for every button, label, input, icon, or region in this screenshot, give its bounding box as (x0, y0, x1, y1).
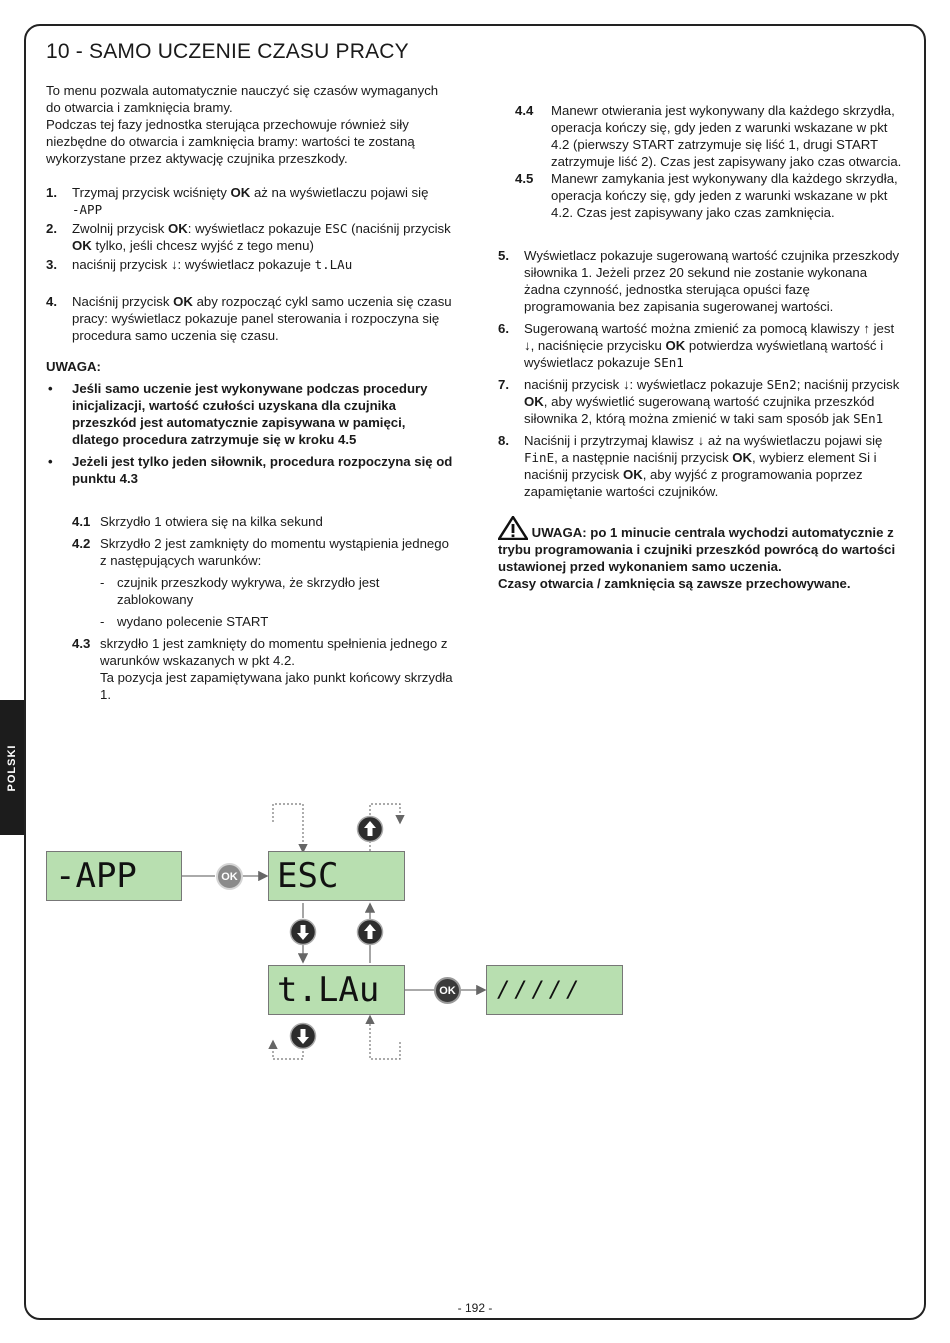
step-text: aż na wyświetlaczu pojawi się (250, 185, 429, 200)
step-3 (46, 256, 456, 273)
substep-4-2 (46, 535, 456, 569)
step-text: , aby wyjść z programowania poprzez zapamiętanie wartości czujników. (524, 467, 863, 499)
substep-number: 4.3 (72, 636, 91, 651)
step-number: 4. (46, 294, 57, 309)
lcd-app: -APP (46, 851, 182, 901)
down-button-icon[interactable] (289, 918, 317, 946)
ok-key: OK (524, 394, 544, 409)
menu-flow-diagram (40, 795, 640, 1065)
diagram-connectors (40, 795, 640, 1065)
substep-text: skrzydło 1 jest zamknięty do momentu spełnienia jednego z warunków wskazanych w pkt 4.2. (100, 636, 448, 668)
ok-key: OK (72, 238, 92, 253)
arrow-down-icon: ↓ (622, 377, 630, 392)
warning-text: UWAGA: po 1 minucie centrala wychodzi automatycznie z trybu programowania i czujniki przeszkód powrócą do wartości ustawionej przed wykonaniem samo uczenia. (498, 525, 896, 574)
ok-button-2[interactable]: OK (434, 977, 461, 1004)
step-number: 1. (46, 185, 57, 200)
substep-number: 4.2 (72, 536, 91, 551)
intro-p1: To menu pozwala automatycznie nauczyć się czasów wymaganych do otwarcia i zamknięcia bramy. (46, 83, 439, 115)
page-title: 10 - SAMO UCZENIE CZASU PRACY (46, 40, 409, 63)
step-1 (46, 184, 456, 218)
condition-text: wydano polecenie START (117, 614, 269, 629)
step-number: 8. (498, 433, 509, 448)
language-tab (0, 700, 24, 835)
substep-text: Skrzydło 1 otwiera się na kilka sekund (100, 514, 323, 529)
step-text: Wyświetlacz pokazuje sugerowaną wartość czujnika przeszkody siłownika 1. Jeżeli przez 20 sekund nie zostanie wykonana żadna czynność, jednostka sterująca opuści fazę programowania bez zapisania sugerowanej wartości. (524, 248, 900, 314)
substep-number: 4.1 (72, 514, 91, 529)
step-number: 2. (46, 221, 57, 236)
lcd-code: SEn1 (653, 355, 684, 370)
step-7 (498, 376, 903, 427)
ok-key: OK (230, 185, 251, 200)
ok-key: OK (168, 221, 188, 236)
lcd-code: SEn2 (766, 377, 797, 392)
step-number: 3. (46, 257, 57, 272)
page-number: - 192 - (457, 1301, 493, 1315)
condition-1 (46, 574, 456, 608)
step-2 (46, 220, 456, 254)
substep-number: 4.4 (515, 103, 534, 118)
down-button-icon[interactable] (289, 1022, 317, 1050)
step-text: Sugerowaną wartość można zmienić za pomocą klawiszy (524, 321, 864, 336)
step-text: , aby wyświetlić sugerowaną wartość czujnika przeszkód siłownika 2, którą można zmienić w taki sam sposób jak (524, 394, 875, 426)
uwaga-heading: UWAGA: (46, 359, 101, 374)
lcd-code: ESC (324, 221, 348, 236)
bullet-text: Jeśli samo uczenie jest wykonywane podczas procedury inicjalizacji, wartość czułości uzyskana dla czujnika przeszkód jest automatycznie zapisywana w pamięci, dlatego procedura zatrzymuje się w kroku 4.5 (72, 381, 428, 447)
lcd-code: -APP (72, 202, 103, 217)
step-text: : wyświetlacz pokazuje (629, 377, 767, 392)
lcd-code: SEn1 (853, 411, 884, 426)
up-button-icon[interactable] (356, 918, 384, 946)
substep-4-5 (498, 170, 903, 221)
step-text: (naciśnij przycisk (347, 221, 451, 236)
ok-button-1[interactable]: OK (216, 863, 243, 890)
substep-text: Manewr zamykania jest wykonywany dla każdego skrzydła, operacja kończy się, gdy jeden z warunki wskazane w pkt 4.2. Czas jest zapisywany jako czas zamknięcia. (551, 171, 898, 220)
lcd-progress: ///// (486, 965, 623, 1015)
dash-icon: - (100, 614, 105, 629)
substep-text: Ta pozycja jest zapamiętywana jako punkt końcowy skrzydła 1. (100, 670, 453, 702)
step-6 (498, 320, 903, 371)
ok-key: OK (622, 467, 643, 482)
step-text: Naciśnij i przytrzymaj klawisz (524, 433, 698, 448)
step-text: naciśnij przycisk (72, 257, 171, 272)
warning-note: Czasy otwarcia / zamknięcia są zawsze przechowywane. (498, 576, 851, 591)
step-4 (46, 293, 456, 344)
step-8 (498, 432, 903, 500)
warning-icon (498, 516, 528, 540)
substep-4-4 (498, 102, 903, 170)
lcd-esc: ESC (268, 851, 405, 901)
step-text: , a następnie naciśnij przycisk (554, 450, 733, 465)
step-text: aż na wyświetlaczu pojawi się (704, 433, 883, 448)
step-text: ; naciśnij przycisk (796, 377, 900, 392)
substep-text: Manewr otwierania jest wykonywany dla każdego skrzydła, operacja kończy się, gdy jeden z warunki wskazane w pkt 4.2 (pierwszy START zatrzymuje się liść 1, drugi START zatrzymuje liść 2). Czas jest zapisywany jako czas otwarcia. (551, 103, 902, 169)
substep-number: 4.5 (515, 171, 534, 186)
bullet-2 (46, 453, 456, 487)
intro-p2: Podczas tej fazy jednostka sterująca przechowuje również siły niezbędne do otwarcia i zamknięcia bramy: wartości te zostaną wykorzystane przez aktywację czujnika przeszkody. (46, 117, 415, 166)
condition-text: czujnik przeszkody wykrywa, że skrzydło jest zablokowany (117, 575, 380, 607)
lcd-code: t.LAu (314, 257, 353, 272)
step-text: : wyświetlacz pokazuje (177, 257, 315, 272)
substep-text: Skrzydło 2 jest zamknięty do momentu wystąpienia jednego z następujących warunków: (100, 536, 449, 568)
step-number: 6. (498, 321, 509, 336)
step-text: : wyświetlacz pokazuje (187, 221, 325, 236)
step-text: Zwolnij przycisk (72, 221, 168, 236)
step-text: tylko, jeśli chcesz wyjść z tego menu) (91, 238, 314, 253)
lcd-code: FinE (524, 450, 555, 465)
left-column (46, 82, 456, 703)
step-text: , naciśnięcie przycisku (530, 338, 666, 353)
bullet-1 (46, 380, 456, 448)
arrow-down-icon: ↓ (170, 257, 178, 272)
substep-4-3 (46, 635, 456, 703)
ok-key: OK (665, 338, 686, 353)
arrow-up-icon: ↑ (863, 321, 870, 336)
bullet-text: Jeżeli jest tylko jeden siłownik, procedura rozpoczyna się od punktu 4.3 (72, 454, 453, 486)
step-text: Trzymaj przycisk wciśnięty (72, 185, 231, 200)
bullet-icon: • (48, 454, 53, 469)
step-text: Naciśnij przycisk (72, 294, 174, 309)
step-text: aby rozpocząć cykl samo uczenia się czasu pracy: wyświetlacz pokazuje panel sterowania i rozpoczyna się procedura samo uczenia się czasu. (72, 294, 452, 343)
warning-box (498, 516, 903, 592)
bullet-icon: • (48, 381, 53, 396)
ok-key: OK (173, 294, 193, 309)
step-5 (498, 247, 903, 315)
substep-4-1 (46, 513, 456, 530)
right-column (498, 102, 903, 592)
step-number: 5. (498, 248, 509, 263)
dash-icon: - (100, 575, 105, 590)
step-text: jest (869, 321, 895, 336)
language-tab-label: POLSKI (6, 744, 18, 791)
up-button-icon[interactable] (356, 815, 384, 843)
step-text: potwierdza wyświetlaną wartość i wyświetlacz pokazuje (524, 338, 884, 370)
lcd-tlau: t.LAu (268, 965, 405, 1015)
arrow-down-icon: ↓ (524, 338, 531, 353)
ok-key: OK (732, 450, 753, 465)
step-text: , wybierz element Si i naciśnij przycisk (524, 450, 877, 482)
step-number: 7. (498, 377, 509, 392)
condition-2 (46, 613, 456, 630)
arrow-down-icon: ↓ (697, 433, 705, 448)
step-text: naciśnij przycisk (524, 377, 623, 392)
